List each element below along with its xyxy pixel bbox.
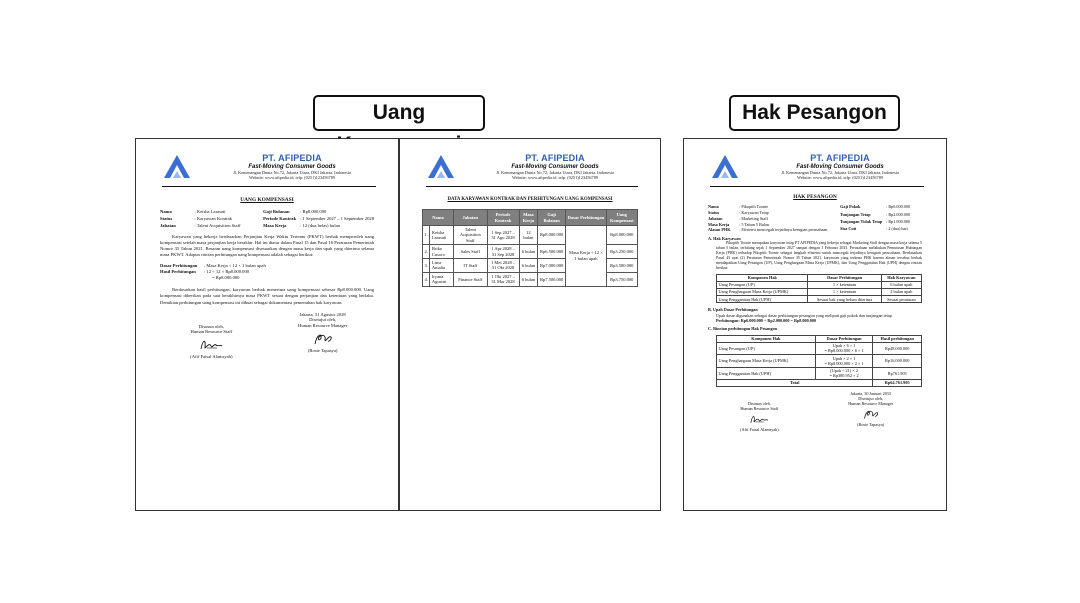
formula-line: = Rp8.000.000 × 6 × 1	[824, 348, 864, 354]
info-value: : 5 Tahun 5 Bulan	[739, 221, 770, 227]
table-cell: 6 bulan upah	[881, 281, 921, 288]
table-cell: Rp3.500.000	[606, 259, 637, 273]
info-label: Gaji Bulanan	[263, 209, 290, 215]
formula-line: (Upah ÷ 21) × 2	[830, 368, 858, 374]
table-header: Gaji Bulanan	[538, 210, 566, 226]
paragraph-conclusion: Berdasarkan hasil perhitungan, karyawan berhak menerima uang kompensasi sebesar Rp8.000.000. Uang kompensasi diberikan pada saat berakhirnya masa PKWT sesuai dengan perjanjian dan ketentuan yang berlaku. Demikian perhitungan uang kompensasi ini dibuat sebagai dokumentasi pemenuhan hak karyawan.	[160, 287, 374, 305]
table-cell: Rp6.500.000	[538, 245, 566, 259]
calc-label: Dasar Perhitungan	[160, 262, 198, 268]
table-header: Dasar Perhitungan	[566, 210, 607, 226]
table-cell: Rp8.000.000	[606, 226, 637, 245]
table-header: Masa Kerja	[519, 210, 538, 226]
info-value: : 2 (dua) hari	[886, 226, 908, 232]
prepared-by-role: Human Resource Staff	[190, 329, 233, 335]
table-cell: 1.	[423, 226, 430, 245]
table-row-total	[717, 379, 922, 386]
document-data-karyawan	[399, 138, 661, 511]
calculation	[160, 263, 374, 282]
calc-value: : 12 ÷ 12 × Rp8.000.000	[204, 268, 250, 274]
table-cell: Rp7.500.000	[538, 272, 566, 286]
table-cell: Uang Penggantian Hak (UPH)	[717, 367, 816, 379]
approved-by-role: Human Resource Manager	[298, 323, 348, 329]
signature-icon	[857, 408, 885, 421]
company-tagline: Fast-Moving Consumer Goods	[796, 164, 884, 170]
table-cell	[815, 355, 873, 367]
formula-line: Upah × 2 × 1	[832, 355, 856, 361]
info-value: : Karyawan Kontrak	[194, 215, 232, 221]
table-cell: Uang Pesangon (UP)	[717, 342, 816, 354]
table-row	[717, 367, 922, 379]
letterhead	[400, 139, 660, 187]
info-label: Status	[708, 210, 720, 216]
table-cell: 3.	[423, 259, 430, 273]
table-cell: Rp3.750.000	[606, 272, 637, 286]
signature-icon	[197, 337, 225, 353]
info-value: : Talent Acquisition Staff	[194, 222, 241, 228]
table-cell: 2.	[423, 245, 430, 259]
letterhead-divider	[426, 186, 638, 187]
info-label: Periode Kontrak	[263, 215, 297, 221]
document-title: UANG KOMPENSASI	[240, 197, 294, 203]
approved-by-label: Disetujui oleh,	[309, 317, 337, 323]
table-cell: Uang Penghargaan Masa Kerja (UPMK)	[717, 288, 808, 295]
section-a-paragraph: Pikopith Toonie merupakan karyawan tetap PT AFIPEDIA yang bekerja sebagai Marketing Staff dengan masa kerja selama 5 tahun 5 bulan, terhitung sejak 1 September 2027 sampai dengan 1 Februari 2033. Perusahaan melakukan Pemutusan Hubungan Kerja (PHK) terhadap Pikopith Toonie sebagai langkah efisiensi untuk mencegah terjadinya kerugian perusahaan. Berdasarkan Pasal 43 ayat (2) Peraturan Pemerintah Nomor 35 Tahun 2021, karyawan yang terkena PHK karena alasan tersebut berhak mendapatkan Uang Pesangon (UP), Uang Penghargaan Masa Kerja (UPMK), dan Uang Penggantian Hak (UPH) dengan rincian berikut:	[716, 241, 922, 270]
table-row	[717, 296, 922, 303]
total-value: Rp64.761.905	[873, 379, 922, 386]
table-row	[717, 355, 922, 367]
info-value: : Efisiensi mencegah terjadinya kerugian perusahaan	[739, 227, 828, 233]
info-value: : Rp6.000.000	[886, 204, 911, 210]
employee-compensation-table	[422, 209, 638, 286]
table-header: Periode Kontrak	[487, 210, 519, 226]
prepared-by-role: Human Resource Staff	[740, 406, 779, 412]
approved-by-label: Disetujui oleh,	[858, 396, 883, 402]
section-label-hak-pesangon: Hak Pesangon	[729, 95, 900, 131]
company-name: PT. AFIPEDIA	[525, 153, 585, 163]
prepared-by-label: Disusun oleh,	[747, 401, 771, 407]
company-logo-icon	[710, 152, 740, 180]
table-cell: Iryana Agustin	[430, 272, 454, 286]
calc-value: = Rp8.000.000	[212, 275, 240, 281]
table-cell: Sesuai hak yang belum diterima	[808, 296, 881, 303]
signature-icon	[745, 413, 773, 426]
table-cell: Sales Staff	[454, 245, 487, 259]
table-cell: 1 × ketentuan	[808, 281, 881, 288]
table-cell: Rp7.000.000	[538, 259, 566, 273]
table-row	[423, 226, 638, 245]
company-logo-icon	[162, 152, 192, 180]
table-cell: Uang Penggantian Hak (UPH)	[717, 296, 808, 303]
company-logo-icon	[426, 152, 456, 180]
severance-calculation-table	[716, 335, 922, 388]
table-header: Jabatan	[454, 210, 487, 226]
info-value: : 1 September 2027 – 1 September 2028	[300, 215, 374, 221]
table-cell: Rp8.000.000	[538, 226, 566, 245]
table-cell: 1 Mei 2028 – 31 Okt 2028	[487, 259, 519, 273]
total-label: Total	[717, 379, 873, 386]
table-cell: Rp48.000.000	[873, 342, 922, 354]
document-title: DATA KARYAWAN KONTRAK DAN PERHITUNGAN UANG KOMPENSASI	[447, 197, 613, 202]
info-label: Alasan PHK	[708, 227, 731, 233]
table-cell: Finance Staff	[454, 272, 487, 286]
calc-label: Hasil Perhitungan	[160, 268, 196, 274]
section-b-paragraph: Upah dasar digunakan sebagai dasar perhitungan pesangon yang meliputi gaji pokok dan tunjangan tetap.	[716, 312, 893, 318]
table-cell: Talent Acquisition Staff	[454, 226, 487, 245]
table-row	[717, 281, 922, 288]
info-value: : Rp8.000.000	[300, 209, 327, 215]
formula-line: Upah × 6 × 1	[832, 343, 856, 349]
info-value: : Rp1.000.000	[886, 218, 911, 224]
company-tagline: Fast-Moving Consumer Goods	[248, 164, 336, 170]
section-b-heading: B. Upah Dasar Perhitungan	[708, 307, 758, 313]
table-cell	[815, 342, 873, 354]
company-address: Jl. Kemenangan Dunia No.72, Jakarta Utara, DKI Jakarta, Indonesia	[781, 170, 899, 175]
table-cell: Briko Cusoro	[430, 245, 454, 259]
info-label: Tunjangan Tidak Tetap	[840, 218, 883, 224]
section-b-calculation: Perhitungan: Rp6.000.000 + Rp2.000.000 = Rp8.000.000	[716, 317, 817, 323]
company-website: Website: www.afipedia.id, telp: (0251)123456789	[511, 175, 598, 181]
approved-by-role: Human Resource Manager	[848, 401, 894, 407]
table-cell: 1 Apr 2028 – 31 Sep 2028	[487, 245, 519, 259]
approved-by-name: (Rosie Tapasya)	[307, 347, 338, 353]
company-tagline: Fast-Moving Consumer Goods	[511, 164, 599, 170]
table-header: Komponen Hak	[717, 274, 808, 281]
company-name: PT. AFIPEDIA	[810, 153, 870, 163]
company-address: Jl. Kemenangan Dunia No.72, Jakarta Utara, DKI Jakarta, Indonesia	[496, 170, 614, 175]
table-header: Uang Kompensasi	[606, 210, 637, 226]
table-cell: Sesuai peraturan	[881, 296, 921, 303]
employee-info	[160, 209, 374, 229]
section-c-heading: C. Rincian perhitungan Hak Pesangon	[708, 326, 777, 332]
table-row	[717, 342, 922, 354]
table-cell: 6 bulan	[519, 245, 538, 259]
info-value: : Karyawan Tetap	[739, 210, 769, 216]
table-cell: Linsr Amalia	[430, 259, 454, 273]
table-cell: 2 bulan upah	[881, 288, 921, 295]
calc-value: : Masa Kerja ÷ 12 × 1 bulan upah	[204, 262, 266, 268]
info-value: : Marketing Staff	[739, 215, 768, 221]
section-label-uang-kompensasi: Uang	[313, 95, 485, 131]
company-website: Website: www.afipedia.id, telp: (0251)123456789	[248, 175, 335, 181]
info-label: Nama	[160, 209, 172, 215]
paragraph-intro: Karyawan yang bekerja berdasarkan Perjanjian Kerja Waktu Tertentu (PKWT) berhak memperoleh uang kompensasi setelah masa perjanjian kerja berakhir. Hal ini diatur dalam Pasal 15 dan Pasal 16 Peraturan Pemerintah Nomor 35 Tahun 2021. Besaran uang kompensasi disesuaikan dengan masa kerja dan upah yang diterima selama masa PKWT. Adapun rincian perhitungan uang kompensasi adalah sebagai berikut:	[160, 233, 374, 258]
table-cell: 1 Okt 2027 – 31 Mar 2028	[487, 272, 519, 286]
section-a-heading: A. Hak Karyawan	[708, 235, 741, 241]
table-header: Hak Karyawan	[881, 274, 921, 281]
info-value: : Rp2.000.000	[886, 211, 911, 217]
prepared-by-label: Disusun oleh,	[198, 323, 224, 329]
info-label: Masa Kerja	[708, 221, 730, 227]
table-header: Komponen Hak	[717, 335, 816, 342]
table-row	[423, 245, 638, 259]
table-cell: 1 Sep 2027 – 31 Agu 2028	[487, 226, 519, 245]
signature-block	[160, 312, 374, 360]
company-website: Website: www.afipedia.id, telp: (0251)123456789	[796, 175, 883, 181]
table-cell: Uang Pesangon (UP)	[717, 281, 808, 288]
place-date: Jakarta, 30 Januari 2033	[850, 391, 891, 397]
rights-table	[716, 274, 922, 304]
table-header: Dasar Perhitungan	[808, 274, 881, 281]
document-title: HAK PESANGON	[793, 194, 837, 200]
table-cell: 1 × ketentuan	[808, 288, 881, 295]
table-cell: 6 bulan	[519, 259, 538, 273]
table-header: Nama	[423, 210, 454, 226]
table-row	[423, 272, 638, 286]
info-label: Masa Kerja	[263, 222, 287, 228]
table-cell: Rp3.250.000	[606, 245, 637, 259]
table-header: Dasar Perhitungan	[815, 335, 873, 342]
letterhead	[136, 139, 398, 187]
table-cell: 12 bulan	[519, 226, 538, 245]
table-header: Hasil perhitungan	[873, 335, 922, 342]
table-row	[717, 288, 922, 295]
company-name: PT. AFIPEDIA	[262, 153, 322, 163]
table-cell: Rp16.000.000	[873, 355, 922, 367]
table-cell-dasar: Masa Kerja ÷ 12 × 1 bulan upah	[566, 226, 607, 287]
info-label: Status	[160, 215, 173, 221]
info-label: Jabatan	[708, 215, 723, 221]
info-label: Gaji Pokok	[840, 204, 861, 210]
info-value: : Pikopith Toonie	[739, 204, 769, 210]
formula-line: = Rp380.952 × 2	[829, 373, 859, 379]
place-date: Jakarta, 31 Agustus 2028	[299, 311, 346, 317]
signature-block	[708, 391, 922, 432]
employee-info	[708, 204, 922, 232]
prepared-by-name: (Afif Faisal Alamsyah)	[190, 354, 233, 360]
formula-line: = Rp8.000.000 × 2 × 1	[824, 360, 864, 366]
table-cell: Rp761.905	[873, 367, 922, 379]
table-row	[423, 259, 638, 273]
table-cell	[815, 367, 873, 379]
info-label: Jabatan	[160, 222, 176, 228]
table-cell: Uang Penghargaan Masa Kerja (UPMK)	[717, 355, 816, 367]
calc-label	[160, 275, 204, 281]
letterhead	[684, 139, 946, 187]
info-value: : 12 (dua belas) bulan	[300, 222, 340, 228]
table-cell: Keisha Larasati	[430, 226, 454, 245]
info-value: : Keisha Larasati	[194, 209, 226, 215]
info-label: Sisa Cuti	[840, 226, 857, 232]
info-label: Nama	[708, 204, 719, 210]
table-cell: 4.	[423, 272, 430, 286]
signature-icon	[309, 331, 337, 347]
prepared-by-name: (Afif Faisal Alamsyah)	[740, 427, 779, 433]
table-cell: 6 bulan	[519, 272, 538, 286]
letterhead-divider	[162, 186, 376, 187]
letterhead-divider	[710, 186, 924, 187]
company-address: Jl. Kemenangan Dunia No.72, Jakarta Utara, DKI Jakarta, Indonesia	[233, 170, 351, 175]
info-label: Tunjangan Tetap	[840, 211, 871, 217]
approved-by-name: (Rosie Tapasya)	[857, 422, 885, 428]
document-hak-pesangon	[683, 138, 947, 511]
table-cell: IT Staff	[454, 259, 487, 273]
document-uang-kompensasi	[135, 138, 399, 511]
